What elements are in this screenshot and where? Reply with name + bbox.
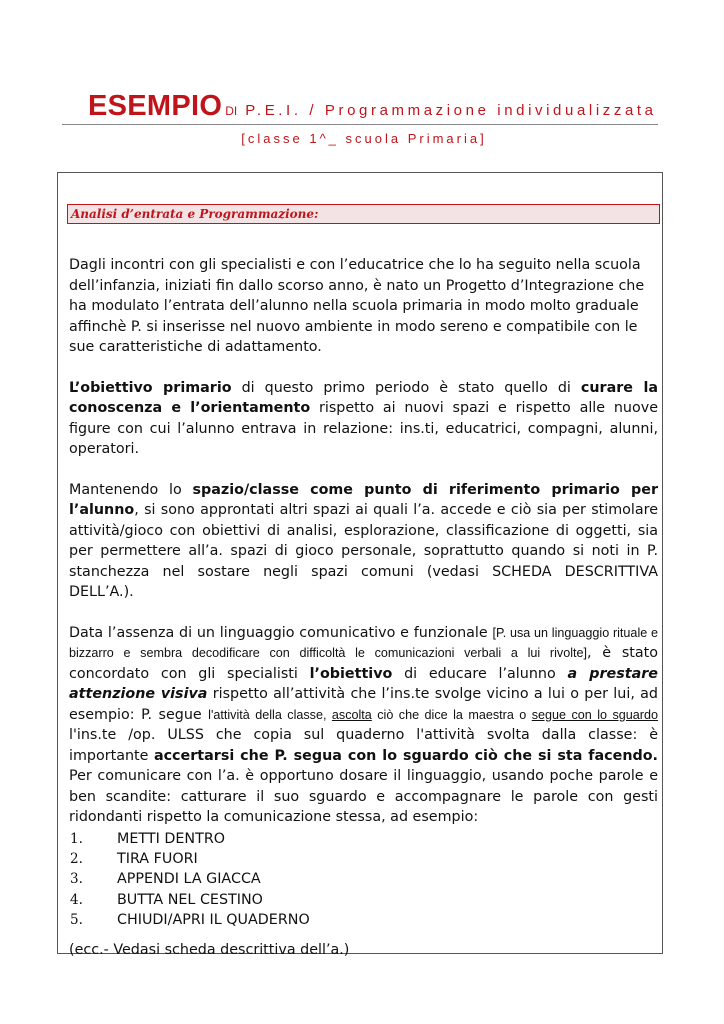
lang-text-1: Data l’assenza di un linguaggio comunicativo e funzionale xyxy=(69,624,493,641)
list-item xyxy=(69,829,658,849)
lang-bold-1: l’obiettivo xyxy=(309,665,393,682)
list-item xyxy=(69,869,658,889)
list-item-number: 4. xyxy=(70,891,83,908)
list-item xyxy=(69,890,658,910)
closing-note: (ecc.- Vedasi scheda descrittiva dell’a.) xyxy=(69,942,350,959)
content-body xyxy=(69,255,658,961)
list-item-number: 1. xyxy=(70,830,83,847)
list-item-text: CHIUDI/APRI IL QUADERNO xyxy=(117,912,310,929)
list-item-text: METTI DENTRO xyxy=(117,830,226,847)
lang-small-4: ciò che dice la maestra o xyxy=(371,707,532,722)
lang-small-1: [P. usa un linguaggio rituale e bizzarro e sembra decodificare con difficoltà le comunicazioni verbali a lui rivolte] xyxy=(69,625,658,660)
list-item xyxy=(69,849,658,869)
list-item-number: 5. xyxy=(70,912,83,929)
list-item-text: BUTTA NEL CESTINO xyxy=(117,891,263,908)
lang-small-3: ascolta xyxy=(331,707,372,722)
lang-text-5: l'ins.te /op. ULSS che copia sul quaderno l'attività svolta dalla classe: è importante xyxy=(69,727,658,764)
title-esempio: ESEMPIO xyxy=(88,90,223,122)
list-item-number: 2. xyxy=(70,850,83,867)
paragraph-language xyxy=(69,623,658,828)
title-di: DI xyxy=(225,104,238,118)
lang-text-6: Per comunicare con l’a. è opportuno dosare il linguaggio, usando poche parole e ben scandite: catturare il suo sguardo e accompagnare le parole con gesti ridondanti rispetto la comunicazione stessa, ad esempio: xyxy=(69,768,658,825)
lang-bold-italic-1: a prestare attenzione visiva xyxy=(69,665,658,702)
title-programmazione: P.E.I. / Programmazione individualizzata xyxy=(245,102,657,119)
header-subtitle xyxy=(0,128,724,147)
header-rule xyxy=(62,124,658,125)
header-title xyxy=(88,90,657,123)
content-box xyxy=(57,172,663,959)
lang-bold-2: accertarsi che P. segua con lo sguardo ciò che si sta facendo. xyxy=(153,747,658,764)
spaces-text-2: , si sono approntati altri spazi ai quali l’a. accede e ciò sia per stimolare attività/gioco con obiettivi di analisi, esplorazione, classificazione di oggetti, sia per permettere all’a. spazi di gioco personale, soprattutto quando si noti in P. stanchezza nel sostare negli spazi comuni (vedasi SCHEDA DESCRITTIVA DELL’A.). xyxy=(69,502,658,600)
section-label: Analisi d’entrata e Programmazione: xyxy=(67,204,660,224)
objective-bold-1: L’obiettivo primario xyxy=(69,379,232,396)
list-item-number: 3. xyxy=(70,871,83,888)
list-item-text: TIRA FUORI xyxy=(117,850,198,867)
lang-small-2: l'attività della classe, xyxy=(208,707,332,722)
spaces-bold-1: spazio/classe come punto di riferimento primario per l’alunno xyxy=(69,481,658,518)
lang-small-5: segue con lo sguardo xyxy=(531,707,658,722)
paragraph-objective xyxy=(69,378,658,460)
paragraph-intro: Dagli incontri con gli specialisti e con l’educatrice che lo ha seguito nella scuola dell’infanzia, iniziati fin dallo scorso anno, è nato un Progetto d’Integrazione che ha modulato l’entrata dell’alunno nella scuola primaria in modo molto graduale affinchè P. si inserisse nel nuovo ambiente in modo sereno e compatibile con le sue caratteristiche di adattamento. xyxy=(69,257,645,355)
subtitle-classe: [classe 1^_ scuola Primaria] xyxy=(241,131,487,146)
spaces-text-1: Mantenendo lo xyxy=(69,481,193,498)
objective-text-2: rispetto ai nuovi spazi e rispetto alle nuove figure con cui l’alunno entrava in relazione: ins.ti, educatrici, compagni, alunni, operatori. xyxy=(69,400,658,457)
document-header xyxy=(0,82,724,162)
objective-bold-2: curare la conoscenza e l’orientamento xyxy=(69,379,658,416)
list-item-text: APPENDI LA GIACCA xyxy=(117,871,261,888)
lang-text-4: rispetto all’attività che l’ins.te svolge vicino a lui o per lui, ad esempio: P. segue xyxy=(69,686,658,723)
list-item xyxy=(69,910,658,930)
paragraph-spaces xyxy=(69,480,658,603)
objective-text-1: di questo primo periodo è stato quello di xyxy=(231,379,581,396)
lang-text-3: di educare l’alunno xyxy=(392,665,568,682)
lang-text-2: , è stato concordato con gli specialisti xyxy=(69,645,658,682)
steps-list xyxy=(69,829,658,931)
